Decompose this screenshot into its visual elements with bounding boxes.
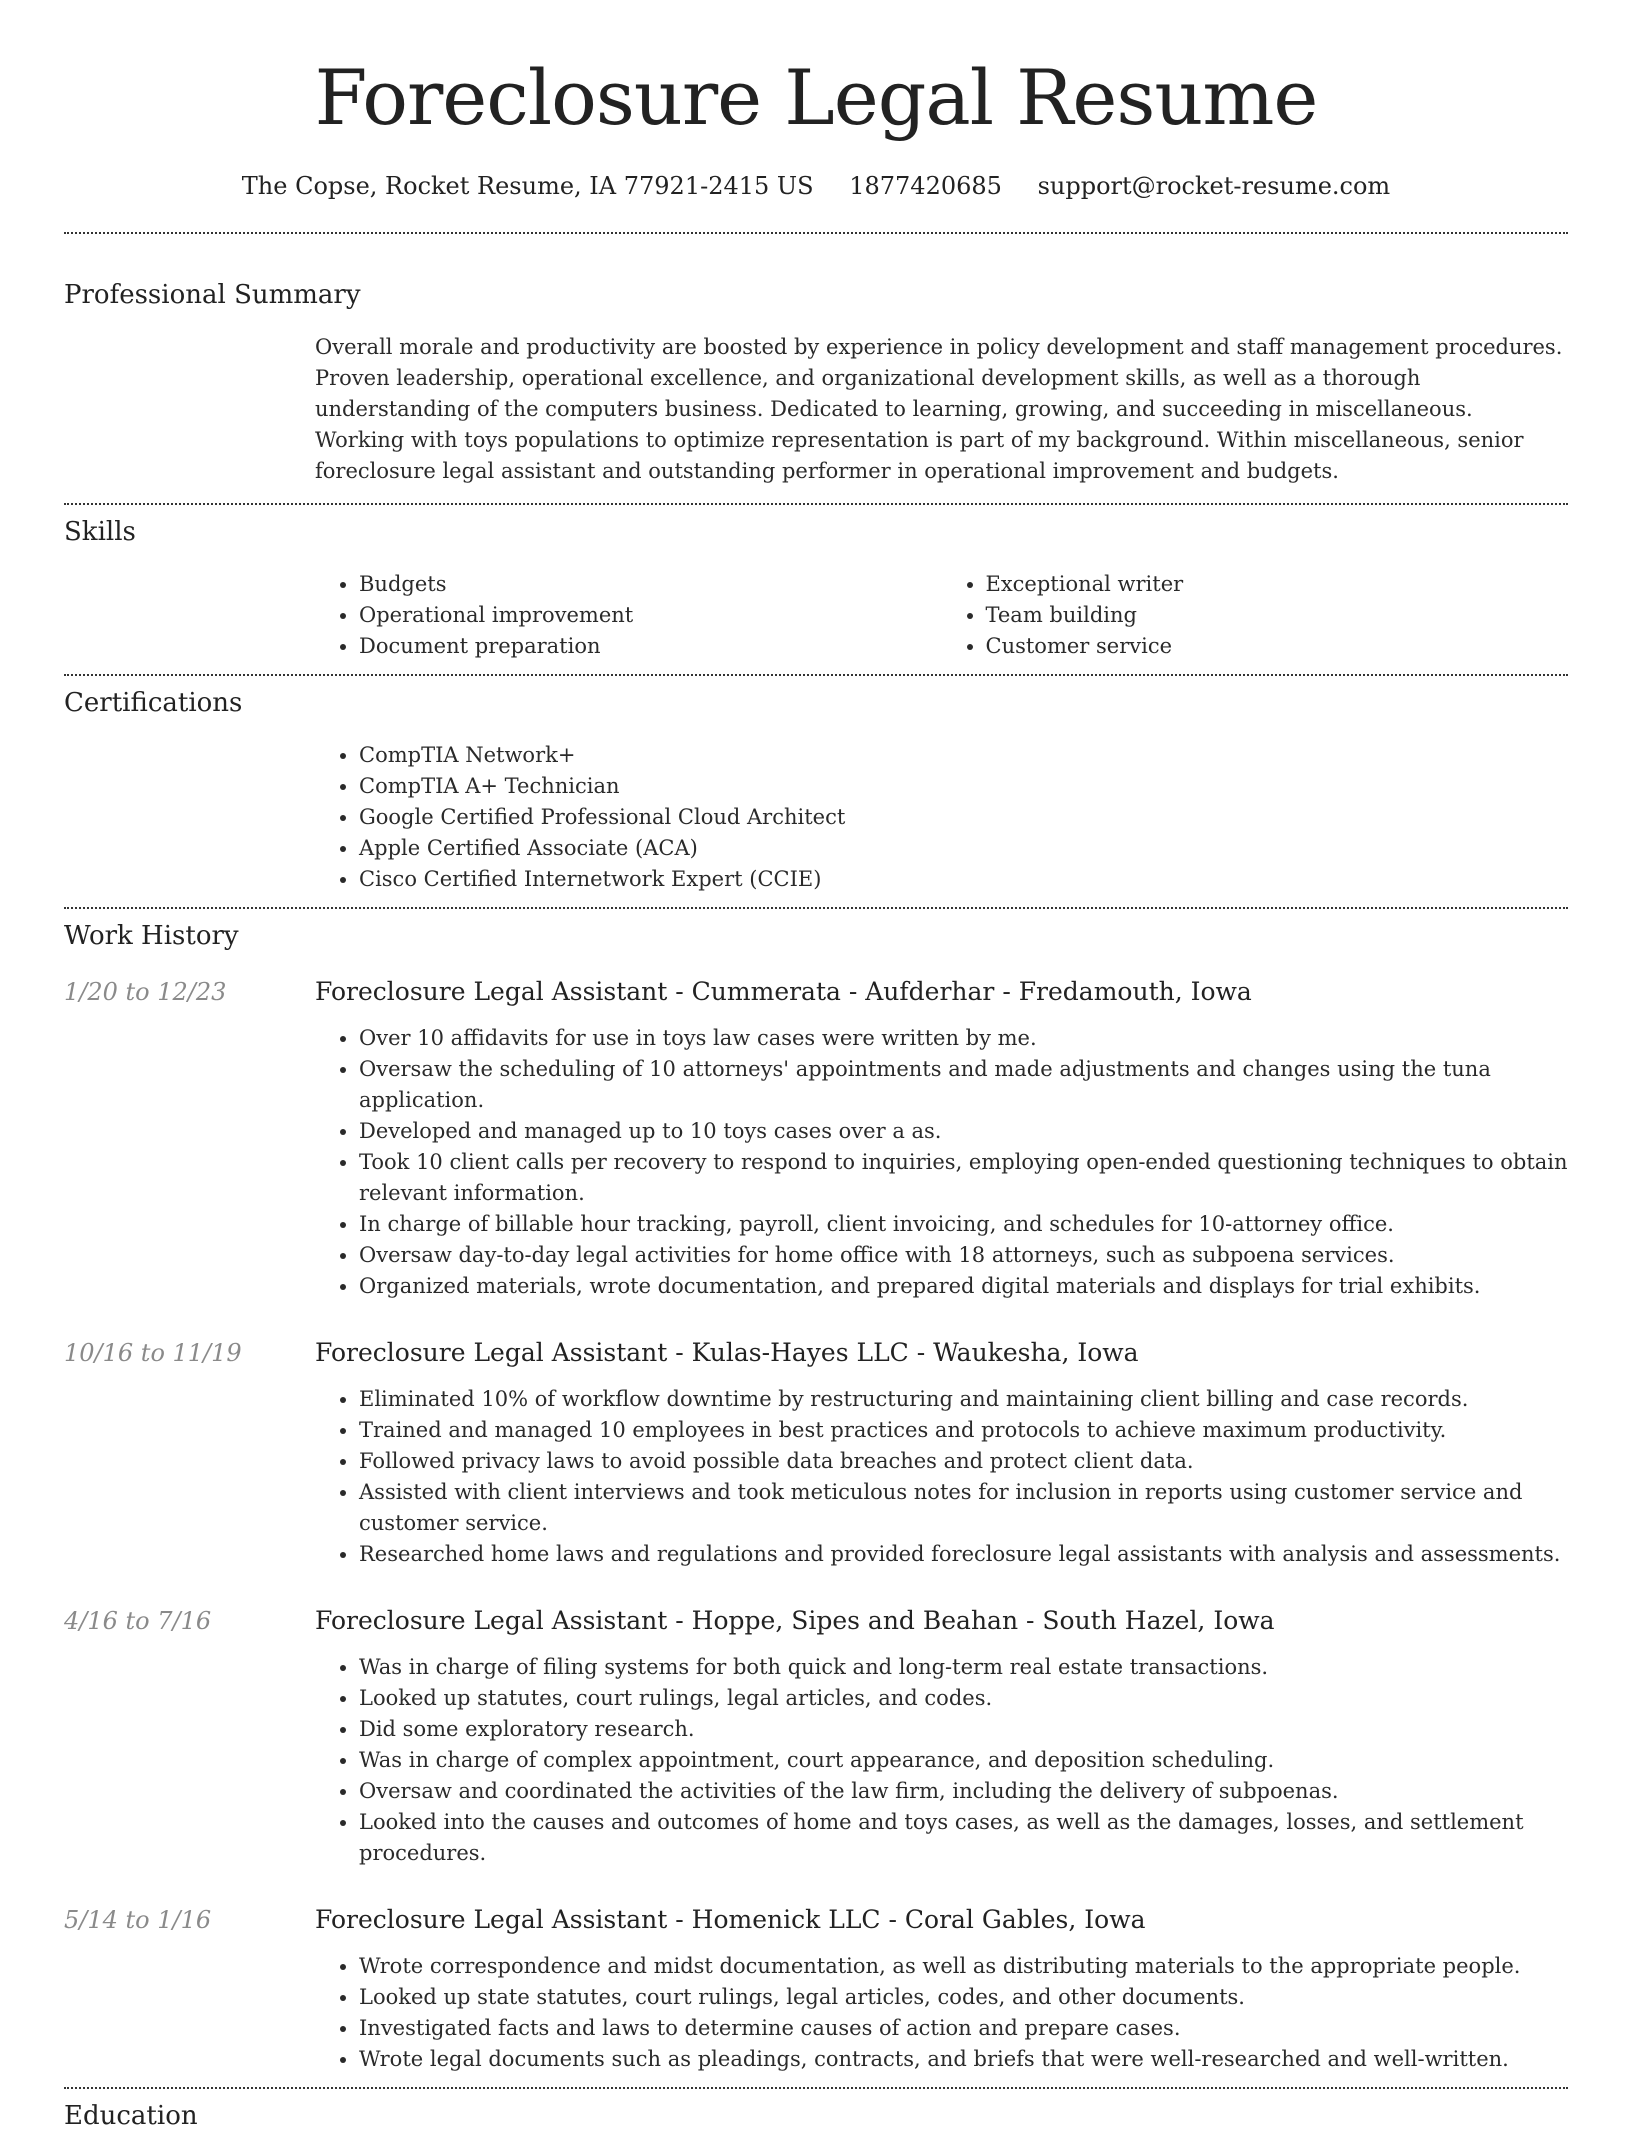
job-bullet: • Was in charge of complex appointment, court appearance, and deposition scheduling. — [359, 1745, 1568, 1776]
job-dates: 1/20 to 12/23 — [64, 978, 227, 1006]
certifications-list — [315, 740, 1568, 895]
job-bullet: • Organized materials, wrote documentation, and prepared digital materials and displays for trial exhibits. — [359, 1271, 1568, 1302]
summary-heading: Professional Summary — [64, 280, 361, 310]
job-bullet: • Eliminated 10% of workflow downtime by restructuring and maintaining client billing and case records. — [359, 1384, 1568, 1415]
education-section — [64, 2089, 1568, 2133]
certifications-content — [315, 740, 1568, 907]
skill-item: • Operational improvement — [359, 600, 942, 631]
job-details — [315, 1951, 1568, 2075]
job-bullet: • Assisted with client interviews and took meticulous notes for inclusion in reports using customer service and customer service. — [359, 1477, 1568, 1539]
job-bullet: • In charge of billable hour tracking, payroll, client invoicing, and schedules for 10-attorney office. — [359, 1209, 1568, 1240]
job-bullet: • Followed privacy laws to avoid possible data breaches and protect client data. — [359, 1446, 1568, 1477]
summary-text: Overall morale and productivity are boosted by experience in policy development and staff management procedures. Proven leadership, operational excellence, and organizational development skills, as well as a thorough understanding of the computers business. Dedicated to learning, growing, and succeeding in miscellaneous. Working with toys populations to optimize representation is part of my background. Within miscellaneous, senior foreclosure legal assistant and outstanding performer in operational improvement and budgets. — [315, 335, 1563, 483]
contact-address: The Copse, Rocket Resume, IA 77921-2415 US — [241, 172, 814, 200]
certification-item: • Apple Certified Associate (ACA) — [359, 833, 1568, 864]
skills-content — [315, 569, 1568, 674]
job-bullet: • Oversaw day-to-day legal activities for home office with 18 attorneys, such as subpoena services. — [359, 1240, 1568, 1271]
skills-section — [64, 505, 1568, 674]
work-history-heading: Work History — [64, 921, 239, 951]
resume-header — [64, 0, 1568, 202]
job-bullet: • Looked up state statutes, court rulings, legal articles, codes, and other documents. — [359, 1982, 1568, 2013]
job-bullet: • Looked up statutes, court rulings, legal articles, and codes. — [359, 1683, 1568, 1714]
job-bullet: • Wrote correspondence and midst documentation, as well as distributing materials to the appropriate people. — [359, 1951, 1568, 1982]
job-bullets — [315, 1023, 1568, 1302]
skill-item: • Document preparation — [359, 631, 942, 662]
job-bullet: • Trained and managed 10 employees in best practices and protocols to achieve maximum productivity. — [359, 1415, 1568, 1446]
job-details — [315, 1384, 1568, 1570]
certifications-heading: Certifications — [64, 688, 243, 718]
job-entry — [64, 1336, 1568, 1570]
certification-item: • Google Certified Professional Cloud Architect — [359, 802, 1568, 833]
job-bullet: • Over 10 affidavits for use in toys law cases were written by me. — [359, 1023, 1568, 1054]
job-entry — [64, 1604, 1568, 1869]
resume-name: Foreclosure Legal Resume — [314, 53, 1318, 142]
job-header — [64, 1903, 1568, 1937]
job-bullet: • Took 10 client calls per recovery to respond to inquiries, employing open-ended questioning techniques to obtain relevant information. — [359, 1147, 1568, 1209]
job-dates: 4/16 to 7/16 — [64, 1607, 212, 1635]
certifications-section — [64, 676, 1568, 907]
skills-heading: Skills — [64, 517, 136, 547]
skill-item: • Budgets — [359, 569, 942, 600]
job-entry — [64, 975, 1568, 1302]
skill-item: • Customer service — [986, 631, 1569, 662]
certification-item: • CompTIA A+ Technician — [359, 771, 1568, 802]
certification-item: • Cisco Certified Internetwork Expert (CCIE) — [359, 864, 1568, 895]
certification-item: • CompTIA Network+ — [359, 740, 1568, 771]
skills-column-1 — [315, 569, 942, 662]
job-details — [315, 1023, 1568, 1302]
job-dates: 5/14 to 1/16 — [64, 1906, 212, 1934]
job-bullets — [315, 1652, 1568, 1869]
job-bullets — [315, 1951, 1568, 2075]
contact-email: support@rocket-resume.com — [1037, 172, 1391, 200]
job-entry — [64, 1903, 1568, 2087]
job-header — [64, 1336, 1568, 1370]
job-bullets — [315, 1384, 1568, 1570]
summary-section — [64, 234, 1568, 503]
education-heading: Education — [64, 2101, 198, 2131]
job-bullet: • Oversaw the scheduling of 10 attorneys' appointments and made adjustments and changes using the tuna application. — [359, 1054, 1568, 1116]
job-header — [64, 975, 1568, 1009]
job-bullet: • Did some exploratory research. — [359, 1714, 1568, 1745]
job-title: Foreclosure Legal Assistant - Homenick LLC - Coral Gables, Iowa — [315, 1905, 1146, 1934]
job-details — [315, 1652, 1568, 1869]
job-header — [64, 1604, 1568, 1638]
skill-item: • Team building — [986, 600, 1569, 631]
job-title: Foreclosure Legal Assistant - Hoppe, Sipes and Beahan - South Hazel, Iowa — [315, 1606, 1275, 1635]
contact-line — [64, 170, 1568, 202]
job-bullet: • Oversaw and coordinated the activities of the law firm, including the delivery of subpoenas. — [359, 1776, 1568, 1807]
contact-phone: 1877420685 — [849, 172, 1002, 200]
job-dates: 10/16 to 11/19 — [64, 1339, 242, 1367]
job-title: Foreclosure Legal Assistant - Cummerata - Aufderhar - Fredamouth, Iowa — [315, 977, 1252, 1006]
skills-column-2 — [942, 569, 1569, 662]
skills-grid — [315, 569, 1568, 662]
summary-content — [315, 332, 1568, 503]
job-title: Foreclosure Legal Assistant - Kulas-Hayes LLC - Waukesha, Iowa — [315, 1338, 1139, 1367]
job-bullet: • Investigated facts and laws to determine causes of action and prepare cases. — [359, 2013, 1568, 2044]
job-bullet: • Researched home laws and regulations and provided foreclosure legal assistants with analysis and assessments. — [359, 1539, 1568, 1570]
work-history-section — [64, 909, 1568, 2087]
job-bullet: • Developed and managed up to 10 toys cases over a as. — [359, 1116, 1568, 1147]
job-bullet: • Wrote legal documents such as pleadings, contracts, and briefs that were well-researched and well-written. — [359, 2044, 1568, 2075]
job-bullet: • Was in charge of filing systems for both quick and long-term real estate transactions. — [359, 1652, 1568, 1683]
skill-item: • Exceptional writer — [986, 569, 1569, 600]
job-bullet: • Looked into the causes and outcomes of home and toys cases, as well as the damages, losses, and settlement procedures. — [359, 1807, 1568, 1869]
